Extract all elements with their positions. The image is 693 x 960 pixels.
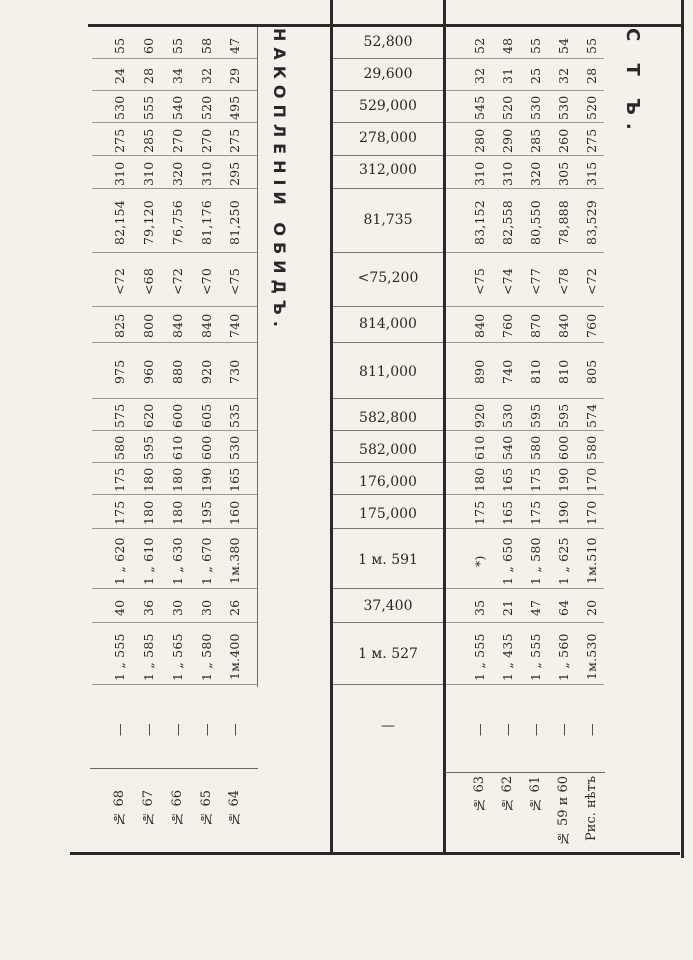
table-cell: 180 — [472, 467, 487, 493]
table-cell: 840 — [472, 313, 487, 339]
table-cell: <75 — [227, 268, 242, 296]
table-cell: 825 — [112, 313, 127, 339]
table-cell: 170 — [584, 500, 599, 526]
table-cell: — — [472, 723, 487, 737]
figure-label: Рис. нѣтъ — [584, 776, 599, 841]
mid-cell: 278,000 — [359, 130, 417, 146]
table-cell: *) — [472, 555, 487, 567]
table-cell: 295 — [227, 161, 242, 187]
table-cell: 960 — [141, 359, 156, 385]
mid-cell: 1 м. 527 — [358, 646, 418, 662]
table-cell: 605 — [199, 403, 214, 429]
left-row-divider — [92, 306, 257, 307]
table-cell: 30 — [170, 599, 185, 617]
table-cell: 920 — [472, 403, 487, 429]
right-row-divider — [446, 430, 604, 431]
table-cell: 535 — [227, 403, 242, 429]
right-row-divider — [446, 188, 604, 189]
table-cell: 21 — [500, 599, 515, 617]
table-cell: 540 — [500, 435, 515, 461]
table-cell: 175 — [472, 500, 487, 526]
table-cell: 195 — [199, 500, 214, 526]
table-cell: 520 — [584, 95, 599, 121]
table-cell: 55 — [112, 37, 127, 55]
table-cell: — — [528, 723, 543, 737]
table-cell: 55 — [528, 37, 543, 55]
section-heading-right: С Т Ъ. — [622, 28, 643, 138]
table-cell: 82,154 — [112, 200, 127, 246]
table-cell: 1м.510 — [584, 537, 599, 585]
table-cell: 1м.380 — [227, 537, 242, 585]
right-row-divider — [446, 494, 604, 495]
table-cell: 165 — [500, 500, 515, 526]
table-cell: 180 — [170, 500, 185, 526]
table-cell: 800 — [141, 313, 156, 339]
row-divider — [333, 90, 443, 91]
table-cell: — — [227, 723, 242, 737]
table-cell: 310 — [199, 161, 214, 187]
table-cell: 165 — [227, 467, 242, 493]
left-row-divider — [92, 430, 257, 431]
right-row-divider — [446, 462, 604, 463]
row-divider — [333, 342, 443, 343]
table-cell: 520 — [199, 95, 214, 121]
table-cell: 82,558 — [500, 200, 515, 246]
mid-cell: 811,000 — [359, 364, 417, 380]
figure-label: № 59 и 60 — [556, 776, 571, 846]
table-cell: 1 „ 625 — [556, 537, 571, 585]
table-cell: 285 — [141, 128, 156, 154]
figure-label: № 61 — [528, 776, 543, 812]
mid-cell: 29,600 — [363, 66, 413, 82]
table-cell: 40 — [112, 599, 127, 617]
table-cell: 320 — [170, 161, 185, 187]
mid-cell: 81,735 — [363, 212, 413, 228]
table-cell: 48 — [500, 37, 515, 55]
table-cell: 310 — [141, 161, 156, 187]
left-row-divider — [92, 398, 257, 399]
table-cell: 530 — [227, 435, 242, 461]
table-cell: 190 — [556, 500, 571, 526]
table-cell: 20 — [584, 599, 599, 617]
mid-cell: 582,800 — [359, 410, 417, 426]
table-cell: 1 „ 620 — [112, 537, 127, 585]
figure-label: № 63 — [472, 776, 487, 812]
table-cell: 275 — [584, 128, 599, 154]
figure-label: № 64 — [227, 790, 242, 826]
table-cell: 540 — [170, 95, 185, 121]
table-cell: 520 — [500, 95, 515, 121]
table-cell: 32 — [472, 67, 487, 85]
bottom-rule — [70, 852, 680, 855]
mid-cell: 529,000 — [359, 98, 417, 114]
table-cell: 975 — [112, 359, 127, 385]
table-cell: 47 — [227, 37, 242, 55]
table-cell: 575 — [112, 403, 127, 429]
left-row-divider — [92, 494, 257, 495]
table-cell: 55 — [170, 37, 185, 55]
table-cell: 32 — [556, 67, 571, 85]
table-cell: 175 — [112, 467, 127, 493]
table-cell: 76,756 — [170, 200, 185, 246]
row-divider — [333, 588, 443, 589]
figure-label: № 68 — [112, 790, 127, 826]
table-cell: 80,550 — [528, 200, 543, 246]
figure-label: № 67 — [141, 790, 156, 826]
right-row-divider — [446, 122, 604, 123]
table-cell: 1 „ 565 — [170, 633, 185, 681]
table-cell: 55 — [584, 37, 599, 55]
table-cell: 740 — [227, 313, 242, 339]
right-row-divider — [446, 684, 604, 685]
table-cell: 58 — [199, 37, 214, 55]
table-cell: 175 — [528, 467, 543, 493]
table-cell: <77 — [528, 268, 543, 296]
table-cell: 28 — [141, 67, 156, 85]
table-cell: 1 „ 580 — [528, 537, 543, 585]
left-row-divider — [92, 342, 257, 343]
mid-cell: 814,000 — [359, 316, 417, 332]
table-cell: 36 — [141, 599, 156, 617]
table-cell: 175 — [528, 500, 543, 526]
table-cell: — — [112, 723, 127, 737]
table-cell: — — [556, 723, 571, 737]
table-cell: 600 — [170, 403, 185, 429]
table-cell: 310 — [112, 161, 127, 187]
table-cell: 1м.400 — [227, 633, 242, 681]
top-rule — [88, 24, 683, 27]
row-divider — [333, 188, 443, 189]
table-cell: 1 „ 555 — [112, 633, 127, 681]
left-row-divider — [92, 622, 257, 623]
table-cell: 260 — [556, 128, 571, 154]
mid-cell: 312,000 — [359, 162, 417, 178]
table-cell: 1 „ 435 — [500, 633, 515, 681]
table-cell: 32 — [199, 67, 214, 85]
table-cell: 580 — [112, 435, 127, 461]
table-cell: 1 „ 560 — [556, 633, 571, 681]
table-cell: 920 — [199, 359, 214, 385]
right-row-divider — [446, 528, 604, 529]
table-cell: 805 — [584, 359, 599, 385]
row-divider — [333, 252, 443, 253]
table-cell: — — [141, 723, 156, 737]
section-heading-left: НАКОПЛЕНІИ ОБИДЪ. — [270, 28, 289, 333]
table-cell: 34 — [170, 67, 185, 85]
table-cell: 610 — [472, 435, 487, 461]
table-cell: 81,176 — [199, 200, 214, 246]
table-cell: 275 — [227, 128, 242, 154]
row-divider — [333, 122, 443, 123]
table-cell: 180 — [141, 500, 156, 526]
row-divider — [333, 306, 443, 307]
figure-label: № 65 — [199, 790, 214, 826]
table-cell: 54 — [556, 37, 571, 55]
table-cell: 30 — [199, 599, 214, 617]
table-cell: 555 — [141, 95, 156, 121]
mid-cell: 582,000 — [359, 442, 417, 458]
table-cell: 610 — [170, 435, 185, 461]
table-cell: 1 „ 610 — [141, 537, 156, 585]
table-cell: 730 — [227, 359, 242, 385]
mid-cell: 52,800 — [363, 34, 413, 50]
table-cell: 810 — [556, 359, 571, 385]
table-cell: 1 „ 555 — [528, 633, 543, 681]
left-row-divider — [92, 58, 257, 59]
table-cell: <72 — [112, 268, 127, 296]
table-cell: 290 — [500, 128, 515, 154]
table-cell: 1 „ 650 — [500, 537, 515, 585]
table-cell: 595 — [528, 403, 543, 429]
table-cell: 495 — [227, 95, 242, 121]
row-divider — [333, 155, 443, 156]
table-cell: 315 — [584, 161, 599, 187]
table-cell: 275 — [112, 128, 127, 154]
table-cell: 760 — [584, 313, 599, 339]
table-cell: 305 — [556, 161, 571, 187]
left-table-bottom — [90, 768, 258, 769]
table-cell: 840 — [199, 313, 214, 339]
table-cell: 79,120 — [141, 200, 156, 246]
table-cell: <75 — [472, 268, 487, 296]
table-cell: <72 — [170, 268, 185, 296]
table-cell: 31 — [500, 67, 515, 85]
table-cell: 1 „ 670 — [199, 537, 214, 585]
row-divider — [333, 462, 443, 463]
table-cell: 810 — [528, 359, 543, 385]
left-row-divider — [92, 462, 257, 463]
table-cell: 840 — [556, 313, 571, 339]
figure-label: № 66 — [170, 790, 185, 826]
table-cell: 530 — [528, 95, 543, 121]
table-cell: 890 — [472, 359, 487, 385]
table-cell: 270 — [170, 128, 185, 154]
right-row-divider — [446, 342, 604, 343]
table-cell: 580 — [584, 435, 599, 461]
table-cell: 60 — [141, 37, 156, 55]
row-divider — [333, 684, 443, 685]
right-row-divider — [446, 155, 604, 156]
table-cell: 530 — [556, 95, 571, 121]
table-cell: 595 — [556, 403, 571, 429]
table-cell: 64 — [556, 599, 571, 617]
left-row-divider — [92, 188, 257, 189]
table-cell: 25 — [528, 67, 543, 85]
table-cell: — — [584, 723, 599, 737]
table-cell: 1 „ 630 — [170, 537, 185, 585]
table-cell: 280 — [472, 128, 487, 154]
table-cell: <74 — [500, 268, 515, 296]
table-cell: 760 — [500, 313, 515, 339]
table-cell: 285 — [528, 128, 543, 154]
table-cell: 52 — [472, 37, 487, 55]
mid-cell: <75,200 — [357, 270, 419, 286]
table-cell: 47 — [528, 599, 543, 617]
table-cell: 840 — [170, 313, 185, 339]
table-cell: 620 — [141, 403, 156, 429]
table-cell: — — [170, 723, 185, 737]
table-cell: 29 — [227, 67, 242, 85]
table-cell: 870 — [528, 313, 543, 339]
table-cell: <78 — [556, 268, 571, 296]
table-cell: 600 — [199, 435, 214, 461]
table-cell: 270 — [199, 128, 214, 154]
table-cell: 1 „ 580 — [199, 633, 214, 681]
table-cell: 190 — [199, 467, 214, 493]
table-cell: 310 — [472, 161, 487, 187]
right-table-bottom — [445, 772, 605, 773]
table-cell: 165 — [500, 467, 515, 493]
table-cell: <72 — [584, 268, 599, 296]
table-cell: 26 — [227, 599, 242, 617]
figure-label: № 62 — [500, 776, 515, 812]
row-divider — [333, 622, 443, 623]
table-cell: 28 — [584, 67, 599, 85]
right-row-divider — [446, 588, 604, 589]
table-cell: 1 „ 555 — [472, 633, 487, 681]
table-cell: 1м.530 — [584, 633, 599, 681]
table-cell: 580 — [528, 435, 543, 461]
right-row-divider — [446, 58, 604, 59]
table-cell: 180 — [141, 467, 156, 493]
table-cell: 530 — [112, 95, 127, 121]
right-row-divider — [446, 252, 604, 253]
mid-cell: 1 м. 591 — [358, 552, 418, 568]
table-cell: 83,529 — [584, 200, 599, 246]
table-cell: — — [199, 723, 214, 737]
left-table-edge — [257, 27, 258, 687]
table-cell: 24 — [112, 67, 127, 85]
table-cell: 310 — [500, 161, 515, 187]
left-row-divider — [92, 122, 257, 123]
table-cell: 530 — [500, 403, 515, 429]
table-cell: 81,250 — [227, 200, 242, 246]
table-cell: — — [500, 723, 515, 737]
col-rule-3 — [681, 0, 684, 858]
mid-cell: 37,400 — [363, 598, 413, 614]
mid-cell: 175,000 — [359, 506, 417, 522]
left-row-divider — [92, 90, 257, 91]
table-cell: 35 — [472, 599, 487, 617]
mid-cell: 176,000 — [359, 474, 417, 490]
row-divider — [333, 398, 443, 399]
table-cell: 595 — [141, 435, 156, 461]
row-divider — [333, 430, 443, 431]
table-cell: 180 — [170, 467, 185, 493]
table-cell: 545 — [472, 95, 487, 121]
table-cell: 1 „ 585 — [141, 633, 156, 681]
table-cell: 740 — [500, 359, 515, 385]
table-cell: 78,888 — [556, 200, 571, 246]
left-row-divider — [92, 528, 257, 529]
mid-cell: — — [381, 718, 395, 734]
table-cell: 83,152 — [472, 200, 487, 246]
right-row-divider — [446, 622, 604, 623]
table-cell: <70 — [199, 268, 214, 296]
table-cell: 175 — [112, 500, 127, 526]
table-cell: 160 — [227, 500, 242, 526]
table-cell: 170 — [584, 467, 599, 493]
table-cell: 880 — [170, 359, 185, 385]
right-row-divider — [446, 90, 604, 91]
right-row-divider — [446, 306, 604, 307]
table-cell: 600 — [556, 435, 571, 461]
row-divider — [333, 58, 443, 59]
right-row-divider — [446, 398, 604, 399]
table-cell: 320 — [528, 161, 543, 187]
table-cell: <68 — [141, 268, 156, 296]
table-cell: 574 — [584, 403, 599, 429]
table-cell: 190 — [556, 467, 571, 493]
row-divider — [333, 528, 443, 529]
row-divider — [333, 494, 443, 495]
